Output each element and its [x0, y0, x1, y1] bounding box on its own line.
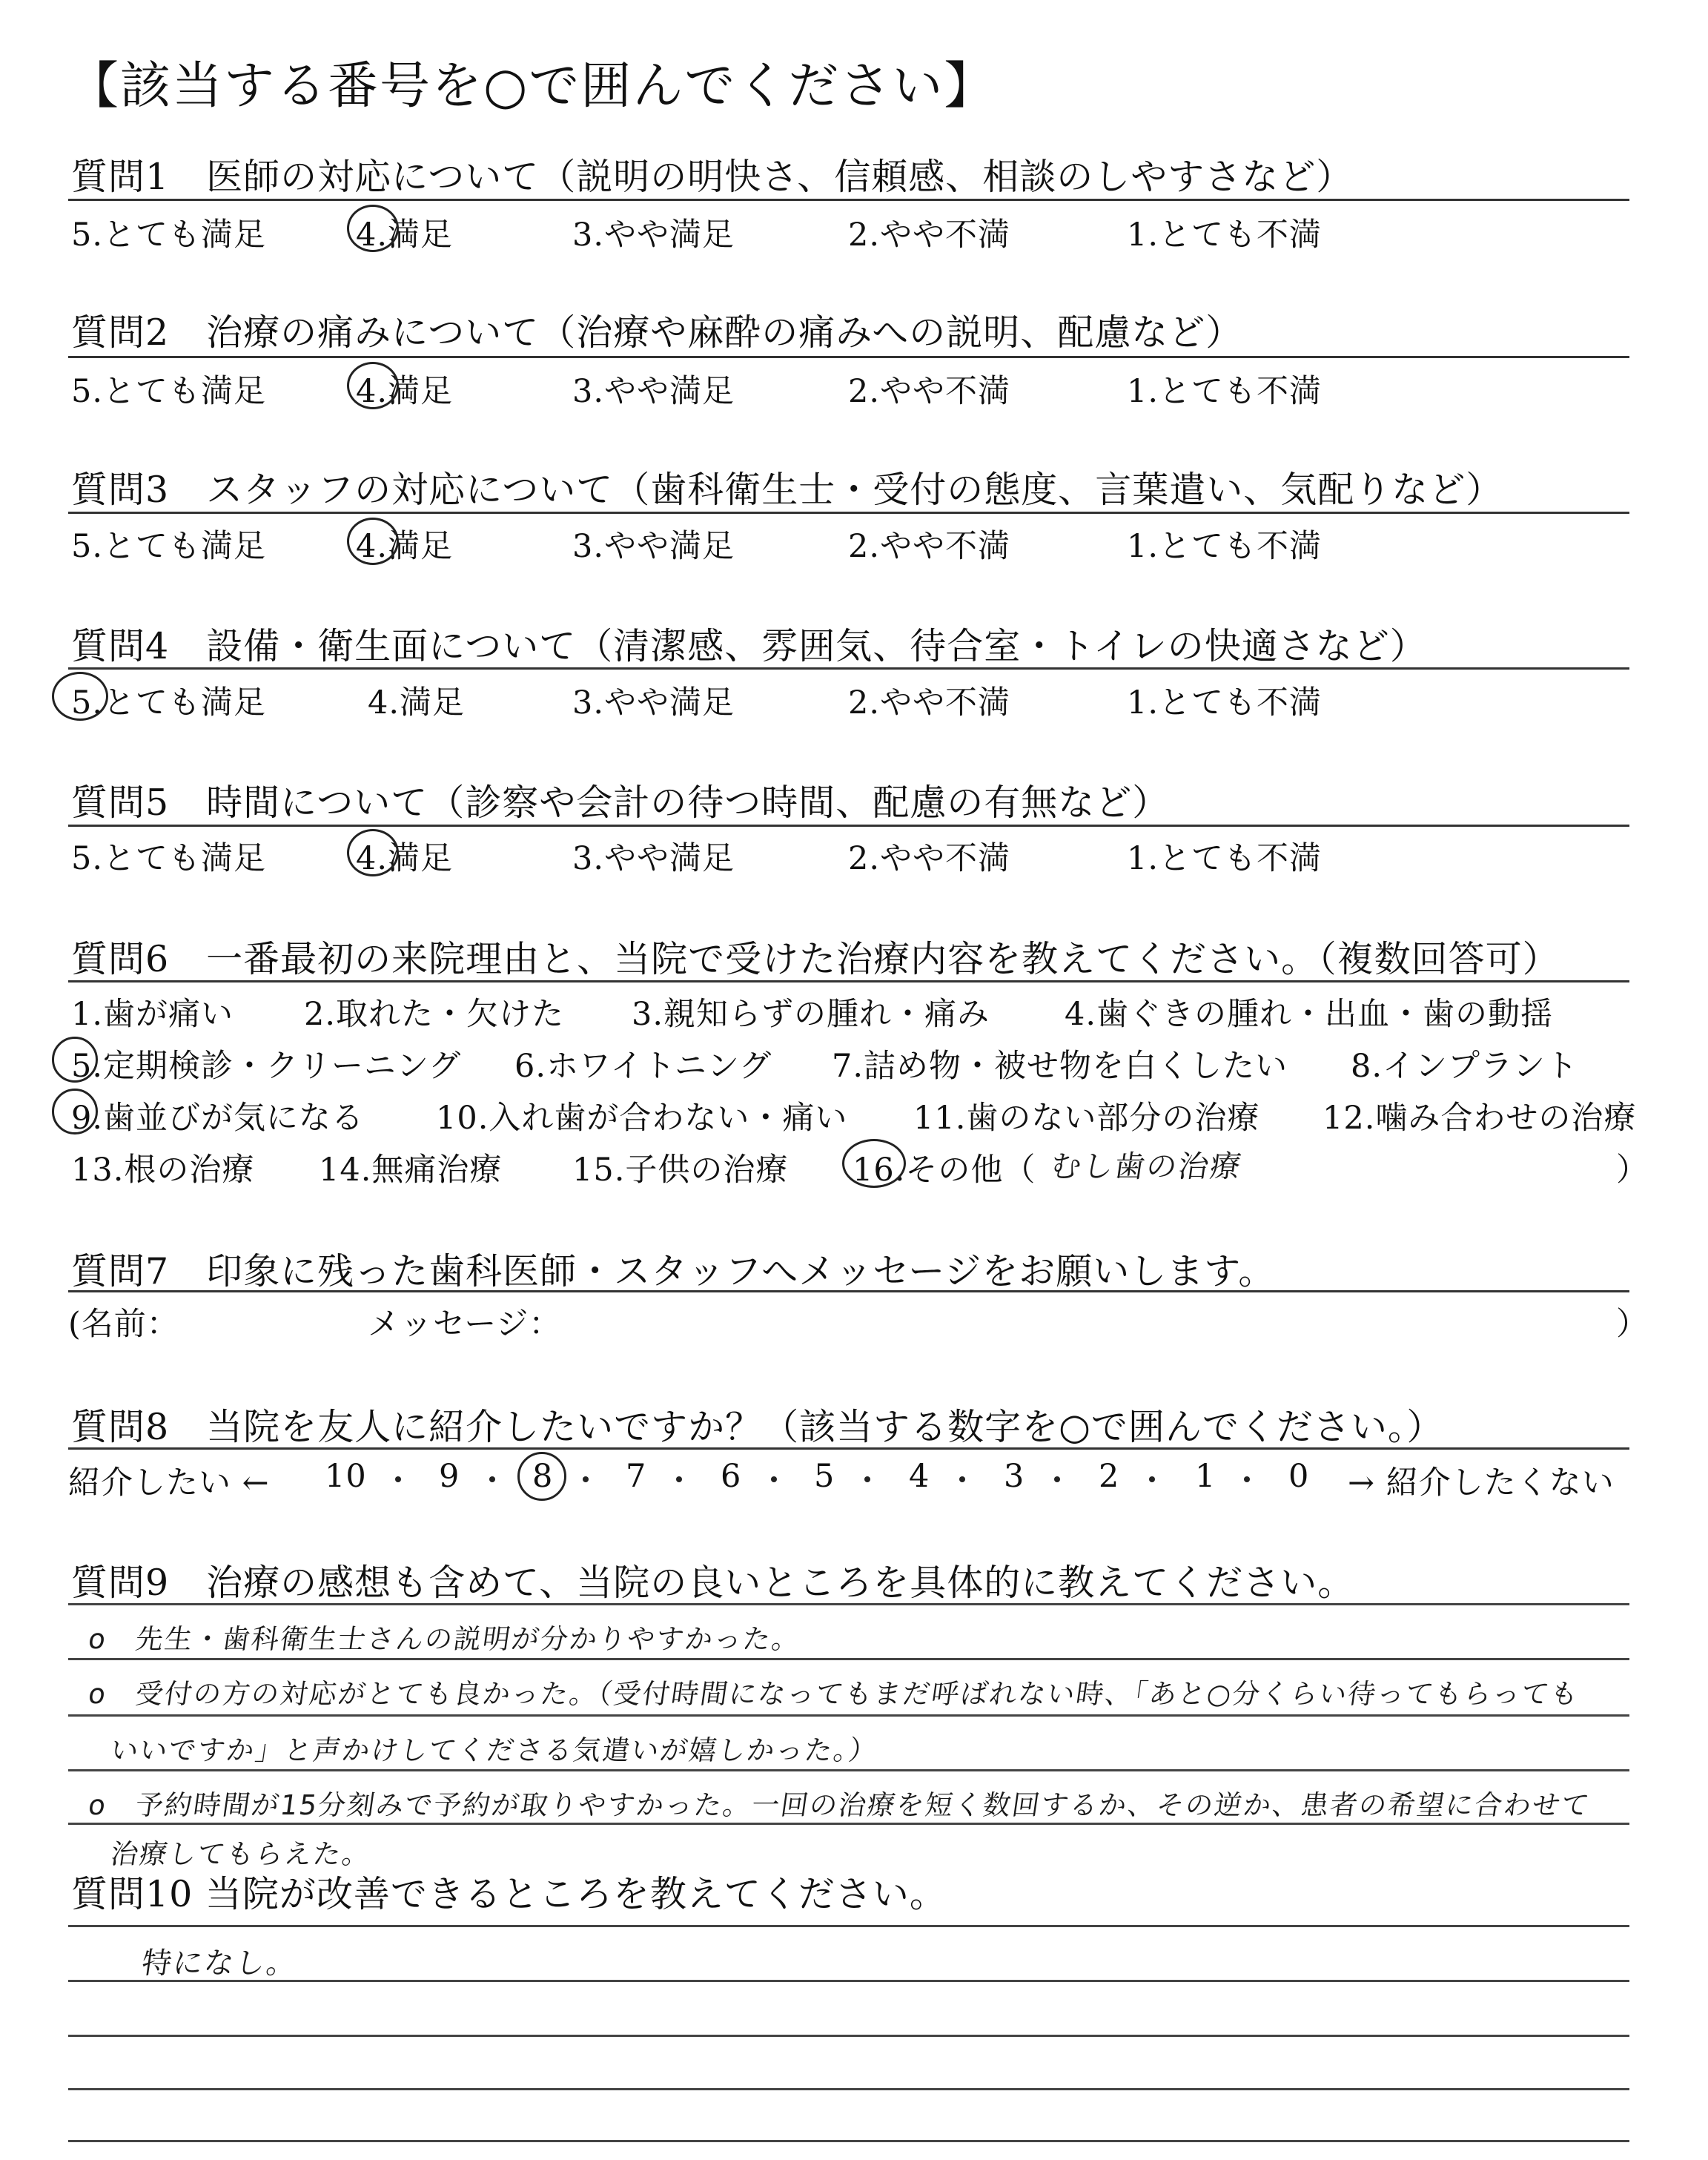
other-reason-handwritten: むし歯の治療 [1048, 1149, 1245, 1184]
question-7-heading: 質問7 印象に残った歯科医師・スタッフへメッセージをお願いします。 [71, 1250, 1276, 1292]
reason-option[interactable]: 4.歯ぐきの腫れ・出血・歯の動揺 [1065, 996, 1554, 1033]
option-very-dissatisfied[interactable]: 1.とても不満 [1127, 684, 1323, 721]
question-6-heading: 質問6 一番最初の来院理由と、当院で受けた治療内容を教えてください。（複数回答可） [71, 938, 1560, 980]
good-points-line: o 予約時間が15分刻みで予約が取りやすかった。一回の治療を短く数回するか、その逆か、患者の希望に合わせて [86, 1789, 1593, 1821]
option-very-satisfied[interactable]: 5.とても満足 [71, 373, 267, 410]
good-points-line: o 先生・歯科衛生士さんの説明が分かりやすかった。 [86, 1623, 804, 1655]
answer-line [68, 1603, 1629, 1605]
selection-circle [52, 1037, 98, 1083]
answer-line [68, 1925, 1629, 1927]
reason-option[interactable]: 9.歯並びが気になる [71, 1100, 365, 1137]
separator-dot [1149, 1476, 1155, 1482]
question-7-underline [68, 1290, 1629, 1292]
scale-number[interactable]: 0 [1288, 1458, 1310, 1495]
separator-dot [864, 1476, 870, 1482]
reason-option-other[interactable]: 16.その他（ [853, 1152, 1036, 1189]
reason-option[interactable]: 12.噛み合わせの治療 [1323, 1100, 1637, 1137]
separator-dot [1054, 1476, 1060, 1482]
recommend-no-label: → 紹介したくない [1348, 1464, 1615, 1502]
separator-dot [489, 1476, 495, 1482]
improvement-answer: 特になし。 [139, 1946, 300, 1981]
separator-dot [395, 1476, 401, 1482]
answer-line [68, 2140, 1629, 2142]
option-somewhat-dissatisfied[interactable]: 2.やや不満 [848, 373, 1011, 410]
message-close-paren: ） [1616, 1306, 1649, 1343]
reason-option[interactable]: 8.インプラント [1351, 1048, 1579, 1085]
question-4-underline [68, 667, 1629, 670]
question-2-heading: 質問2 治療の痛みについて（治療や麻酔の痛みへの説明、配慮など） [71, 311, 1243, 354]
separator-dot [676, 1476, 682, 1482]
reason-option[interactable]: 11.歯のない部分の治療 [913, 1100, 1260, 1137]
option-somewhat-satisfied[interactable]: 3.やや満足 [572, 217, 735, 254]
option-very-dissatisfied[interactable]: 1.とても不満 [1127, 217, 1323, 254]
question-9-heading: 質問9 治療の感想も含めて、当院の良いところを具体的に教えてください。 [71, 1562, 1355, 1604]
message-label: メッセージ： [368, 1306, 562, 1343]
option-somewhat-satisfied[interactable]: 3.やや満足 [572, 373, 735, 410]
reason-option[interactable]: 5.定期検診・クリーニング [71, 1048, 462, 1085]
option-somewhat-satisfied[interactable]: 3.やや満足 [572, 684, 735, 721]
option-satisfied[interactable]: 4.満足 [356, 373, 454, 410]
option-satisfied[interactable]: 4.満足 [356, 217, 454, 254]
question-3-heading: 質問3 スタッフの対応について（歯科衛生士・受付の態度、言葉遣い、気配りなど） [71, 469, 1503, 511]
question-10-heading: 質問10 当院が改善できるところを教えてください。 [71, 1873, 947, 1915]
option-somewhat-dissatisfied[interactable]: 2.やや不満 [848, 840, 1011, 877]
name-label: (名前： [68, 1306, 179, 1343]
reason-option[interactable]: 1.歯が痛い [71, 996, 234, 1033]
option-very-satisfied[interactable]: 5.とても満足 [71, 684, 267, 721]
question-2-underline [68, 356, 1629, 358]
question-6-underline [68, 980, 1629, 982]
separator-dot [959, 1476, 965, 1482]
option-somewhat-satisfied[interactable]: 3.やや満足 [572, 840, 735, 877]
answer-line [68, 1823, 1629, 1825]
selection-circle [347, 205, 399, 252]
option-very-dissatisfied[interactable]: 1.とても不満 [1127, 528, 1323, 565]
option-very-dissatisfied[interactable]: 1.とても不満 [1127, 373, 1323, 410]
answer-line [68, 1980, 1629, 1982]
question-8-heading: 質問8 当院を友人に紹介したいですか？（該当する数字を○で囲んでください。） [71, 1406, 1444, 1448]
scale-number[interactable]: 7 [626, 1458, 647, 1495]
reason-option[interactable]: 14.無痛治療 [319, 1152, 503, 1189]
question-3-underline [68, 512, 1629, 514]
selection-circle [52, 1089, 98, 1135]
answer-line [68, 2035, 1629, 2037]
option-very-dissatisfied[interactable]: 1.とても不満 [1127, 840, 1323, 877]
scale-number[interactable]: 9 [439, 1458, 460, 1495]
question-1-underline [68, 199, 1629, 201]
selection-circle [347, 829, 399, 876]
reason-option[interactable]: 13.根の治療 [71, 1152, 255, 1189]
option-satisfied[interactable]: 4.満足 [356, 840, 454, 877]
question-8-underline [68, 1447, 1629, 1450]
selection-circle [517, 1452, 566, 1501]
other-close-paren: ） [1616, 1152, 1649, 1189]
answer-line [68, 1658, 1629, 1660]
separator-dot [1244, 1476, 1250, 1482]
option-satisfied[interactable]: 4.満足 [356, 528, 454, 565]
option-very-satisfied[interactable]: 5.とても満足 [71, 840, 267, 877]
scale-number[interactable]: 4 [909, 1458, 930, 1495]
option-somewhat-dissatisfied[interactable]: 2.やや不満 [848, 684, 1011, 721]
reason-option[interactable]: 7.詰め物・被せ物を白くしたい [832, 1048, 1288, 1085]
selection-circle [347, 362, 399, 409]
reason-option[interactable]: 2.取れた・欠けた [304, 996, 565, 1033]
option-very-satisfied[interactable]: 5.とても満足 [71, 528, 267, 565]
option-somewhat-satisfied[interactable]: 3.やや満足 [572, 528, 735, 565]
selection-circle [52, 672, 108, 721]
reason-option[interactable]: 10.入れ歯が合わない・痛い [436, 1100, 848, 1137]
question-1-heading: 質問1 医師の対応について（説明の明快さ、信頼感、相談のしやすさなど） [71, 156, 1354, 198]
selection-circle [842, 1139, 906, 1188]
option-somewhat-dissatisfied[interactable]: 2.やや不満 [848, 528, 1011, 565]
answer-line [68, 1714, 1629, 1717]
scale-number[interactable]: 5 [814, 1458, 835, 1495]
answer-line [68, 2088, 1629, 2090]
scale-number[interactable]: 1 [1195, 1458, 1217, 1495]
option-somewhat-dissatisfied[interactable]: 2.やや不満 [848, 217, 1011, 254]
question-4-heading: 質問4 設備・衛生面について（清潔感、雰囲気、待合室・トイレの快適さなど） [71, 625, 1427, 667]
selection-circle [347, 518, 399, 565]
reason-option[interactable]: 3.親知らずの腫れ・痛み [632, 996, 990, 1033]
question-5-underline [68, 825, 1629, 827]
recommend-yes-label: 紹介したい ← [68, 1464, 270, 1502]
reason-option[interactable]: 6.ホワイトニング [514, 1048, 772, 1085]
good-points-line: 治療してもらえた。 [108, 1838, 374, 1870]
scale-number[interactable]: 10 [325, 1458, 367, 1495]
answer-line [68, 1769, 1629, 1771]
scale-number[interactable]: 3 [1004, 1458, 1025, 1495]
reason-option[interactable]: 15.子供の治療 [572, 1152, 789, 1189]
form-title: 【該当する番号を○で囲んでください】 [68, 57, 996, 116]
option-very-satisfied[interactable]: 5.とても満足 [71, 217, 267, 254]
option-satisfied[interactable]: 4.満足 [368, 684, 466, 721]
good-points-line: いいですか」と声かけしてくださる気遣いが嬉しかった。） [108, 1734, 881, 1766]
good-points-line: o 受付の方の対応がとても良かった。（受付時間になってもまだ呼ばれない時、「あと○分くらい待ってもらっても [86, 1678, 1582, 1710]
separator-dot [583, 1476, 589, 1482]
scale-number[interactable]: 6 [721, 1458, 742, 1495]
scale-number[interactable]: 8 [532, 1458, 554, 1495]
scale-number[interactable]: 2 [1099, 1458, 1120, 1495]
separator-dot [771, 1476, 777, 1482]
question-5-heading: 質問5 時間について（診察や会計の待つ時間、配慮の有無など） [71, 782, 1170, 824]
